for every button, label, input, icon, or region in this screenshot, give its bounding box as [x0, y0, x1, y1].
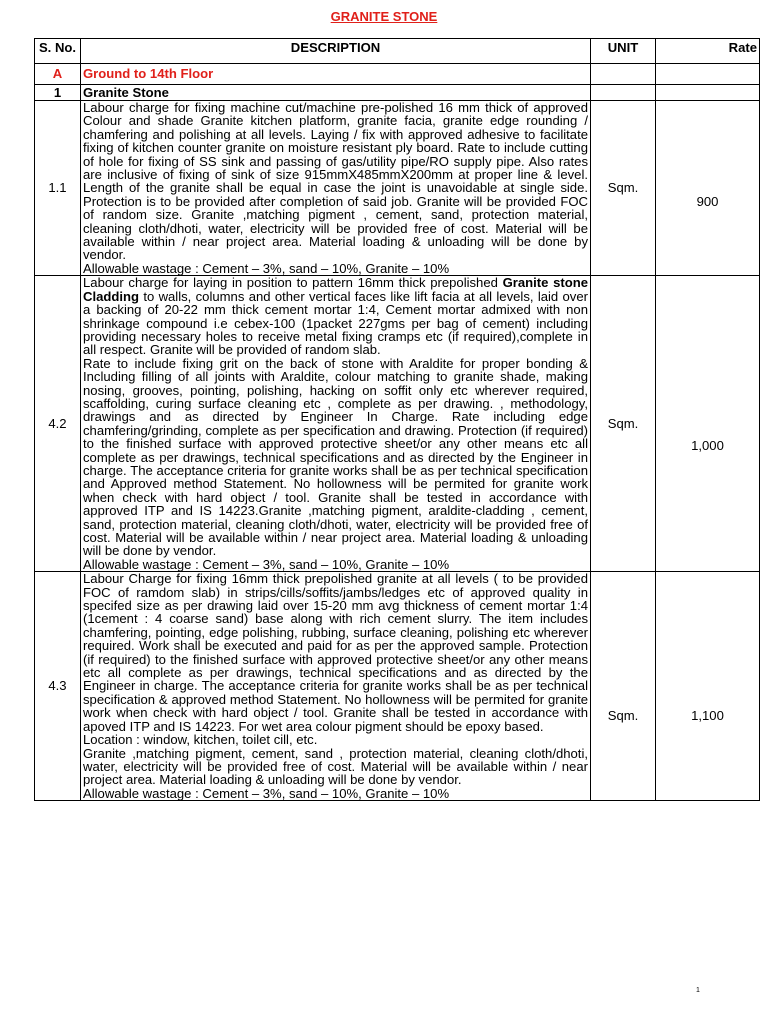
- wastage-text: Allowable wastage : Cement – 3%, sand – 10%, Granite – 10%: [83, 260, 450, 276]
- row-unit: Sqm.: [591, 572, 656, 801]
- header-description: DESCRIPTION: [81, 39, 591, 64]
- description-post: to walls, columns and other vertical faces like lift facia at all levels, laid over a backing of 20-22 mm thick cement mortar 1:4, Cement mortar admixed with non shrinkage compound i.e cebex-100 (1packet 227gms per bag of cement) including providing necessary holes to receive metal fixing cramps etc (if required),complete in all respect. Granite will be provided of random slab.: [83, 288, 588, 358]
- section-letter: A: [35, 64, 81, 85]
- description-pre: Labour charge for laying in position to pattern 16mm thick prepolished: [83, 275, 503, 291]
- wastage-text: Allowable wastage : Cement – 3%, sand – 10%, Granite – 10%: [83, 785, 450, 801]
- row-sno: 1.1: [35, 101, 81, 276]
- row-rate: 1,000: [656, 276, 760, 572]
- row-sno: 4.3: [35, 572, 81, 801]
- row-description: [81, 276, 591, 572]
- table-row: [35, 101, 760, 276]
- subsection-title: Granite Stone: [81, 85, 591, 101]
- row-rate: 1,100: [656, 572, 760, 801]
- description-text-2: Rate to include fixing grit on the back of stone with Araldite for proper bonding & Including filling of all joints with Araldite, colour matching to granite shade, making nosing, grooves, pointing, polishing, hacking on soffit only etc wherever required, scaffolding, curing surface cleaning etc , complete as per drawing. , methodology, drawings and as directed by Engineer In Charge. Rate including edge chamfering/grinding, complete as per specification and drawing. Protection (if required) to the finished surface with approved protective sheet/or any other means etc all complete as per drawings, technical specifications and as directed by the Engineer in charge. The acceptance criteria for granite works shall be as per technical specification and Approved method Statement. No hollowness will be permited for granite work when check with hard object / tool. Granite shall be tested in accordance with approved ITP and IS 14223.Granite ,matching pigment, araldite-cladding , cement, sand, protection material, cleaning cloth/dhoti, water, electricity will be provided free of cost. Material will be available within / near project area. Material loading & unloading will be done by vendor.: [83, 355, 588, 559]
- description-text: Labour charge for fixing machine cut/machine pre-polished 16 mm thick of approved Colour and shade Granite kitchen platform, granite facia, granite edge rounding / chamfering and polishing at all levels. Laying / fix with approved adhesive to facilitate fixing of kitchen counter granite on moisture resistant ply board. Rate to include cutting of hole for fixing of SS sink and passing of gas/utility pipe/RO supply pipe. Also rates are inclusive of fixing of sink of size 915mmX485mmX200mm at proper line & level. Length of the granite shall be equal in case the joint is unavoidable at single side. Protection is to be provided after completion of said job. Granite will be provided FOC of random size. Granite ,matching pigment , cement, sand, protection material, cleaning cloth/dhoti, water, electricity will be provided free of cost. Material will be available within / near project area. Material loading & unloading will be done by vendor.: [83, 100, 588, 263]
- row-unit: Sqm.: [591, 101, 656, 276]
- header-row: [35, 39, 760, 64]
- header-sno: S. No.: [35, 39, 81, 64]
- table-row: [35, 572, 760, 801]
- supply-text: Granite ,matching pigment, cement, sand , protection material, cleaning cloth/dhoti, water, electricity will be provided free of cost. Material will be available within / near project area. Material loading & unloading will be done by vendor.: [83, 745, 588, 788]
- description-text: Labour Charge for fixing 16mm thick prepolished granite at all levels ( to be provided FOC of ramdom slab) in strips/cills/soffits/jambs/ledges etc of approved quality in specifed size as per drawing laid over 15-20 mm avg thickness of cement mortar 1:4 (1cement : 4 coarse sand) base along with rich cement slurry. The item includes chamfering, pointing, edge polishing, rubbing, surface cleaning, polishing etc wherever required. Work shall be executed and paid for as per the approved sample. Protection (if required) to the finished surface with approved protective sheet/or any other means etc all complete as per drawings, technical specifications and as directed by the Engineer in charge. The acceptance criteria for granite works shall be as per technical specification & approved method Statement. No hollowness will be permited for granite work when check with hard object / tool. Granite shall be tested in accordance with apoved ITP and IS 14223. For wet area colour pigment should be epoxy based.: [83, 571, 588, 734]
- row-rate: 900: [656, 101, 760, 276]
- document-title: GRANITE STONE: [330, 9, 438, 24]
- subsection-number: 1: [35, 85, 81, 101]
- row-description: [81, 572, 591, 801]
- subsection-unit-empty: [591, 85, 656, 101]
- subsection-row: [35, 85, 760, 101]
- subsection-rate-empty: [656, 85, 760, 101]
- row-sno: 4.2: [35, 276, 81, 572]
- header-rate: Rate: [656, 39, 760, 64]
- section-unit-empty: [591, 64, 656, 85]
- section-row: [35, 64, 760, 85]
- section-title: Ground to 14th Floor: [81, 64, 591, 85]
- description-bold: Granite stone Cladding: [83, 275, 589, 304]
- header-unit: UNIT: [591, 39, 656, 64]
- section-rate-empty: [656, 64, 760, 85]
- table-row: [35, 276, 760, 572]
- page-number: 1: [696, 987, 700, 994]
- row-unit: Sqm.: [591, 276, 656, 572]
- boq-table: [34, 38, 760, 801]
- wastage-text: Allowable wastage : Cement – 3%, sand – 10%, Granite – 10%: [83, 556, 450, 572]
- description-text: [83, 276, 588, 356]
- row-description: [81, 101, 591, 276]
- location-text: Location : window, kitchen, toilet cill, etc.: [83, 732, 318, 748]
